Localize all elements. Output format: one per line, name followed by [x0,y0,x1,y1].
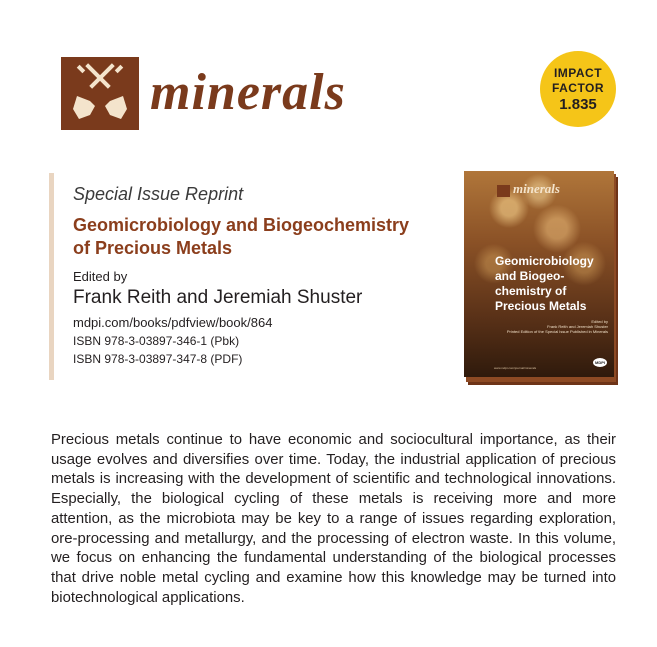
cover-logo-icon [497,185,510,197]
cover-footer-url: www.mdpi.com/journal/minerals [494,366,537,370]
cover-title-line: Precious Metals [495,299,587,313]
journal-name: minerals [150,64,346,121]
crossed-shovels-icon [61,57,139,130]
isbn-pbk: ISBN 978-3-03897-346-1 (Pbk) [73,334,240,348]
journal-logo [61,57,139,130]
isbn-pdf: ISBN 978-3-03897-347-8 (PDF) [73,352,243,366]
book-cover [464,171,618,385]
reprint-label: Special Issue Reprint [73,184,244,204]
editors: Frank Reith and Jeremiah Shuster [73,287,363,308]
edited-by-label: Edited by [73,269,128,284]
cover-title-line: Geomicrobiology [495,254,594,268]
badge-line1: IMPACT [553,66,603,80]
cover-title-line: chemistry of [495,284,567,298]
book-title [73,214,409,260]
cover-editor-names: Frank Reith and Jeremiah Shuster [547,324,608,329]
book-url-link[interactable]: mdpi.com/books/pdfview/book/864 [73,315,273,330]
cover-title-line: and Biogeo- [495,269,565,283]
cover-front [464,171,614,377]
abstract-text: Precious metals continue to have economic and sociocultural importance, as their usage evolves and diversifies over time. Today, the industrial application of precious metals is increasing with the development of scientific and technological innovations. Especially, the biological cycling of these metals is receiving more and more attention, as the microbiota may be key to a range of issues regarding exploration, ore-processing and metallurgy, and the processing of electron waste. In this volume, we focus on enhancing the fundamental understanding of the biological processes that drive noble metal cycling and examine how this knowledge may be turned into biotechnological applications. [51,432,616,606]
impact-factor-badge [540,51,616,127]
cover-note: Printed Edition of the Special Issue Published in Minerals [506,329,608,334]
cover-title [495,254,610,314]
badge-line2: FACTOR [551,81,605,95]
cover-journal-name: minerals [513,181,560,196]
cover-editors [488,319,608,334]
cover-edited-by: Edited by [591,319,608,324]
publisher-logo: MDPI [595,360,605,365]
book-title-line1: Geomicrobiology and Biogeochemistry [73,215,410,235]
accent-bar [49,173,54,380]
impact-factor-value: 1.835 [559,96,597,113]
book-title-line2: of Precious Metals [73,238,233,258]
